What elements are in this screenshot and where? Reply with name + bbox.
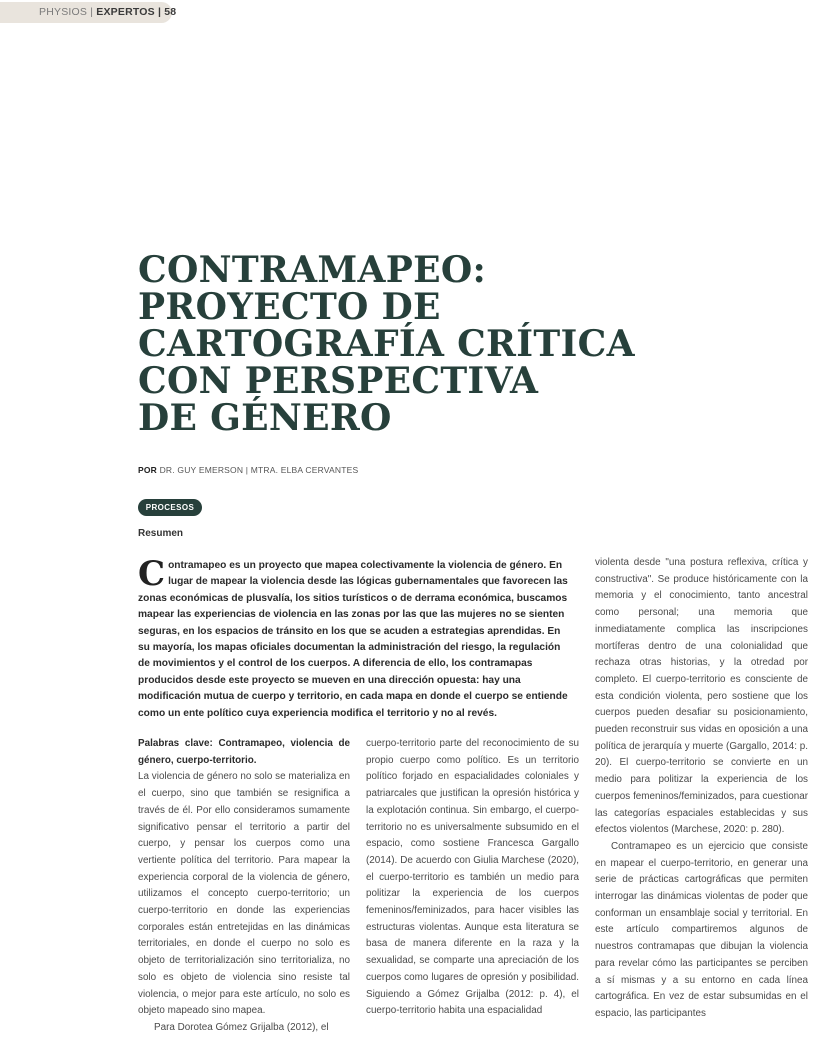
running-header xyxy=(0,2,177,23)
body-column-3 xyxy=(595,555,808,1023)
paragraph: La violencia de género no solo se materializa en el cuerpo, sino que también se resignifica a través de él. Por ello consideramos sumamente significativo pensar el territorio a partir del cuerpo, y pensar los cuerpos como una vertiente política del territorio. Para mapear la experiencia corporal de la violencia de género, utilizamos el concepto cuerpo-territorio; un cuerpo-territorio en donde las experiencias corporales están entretejidas en las dinámicas territoriales, en donde el cuerpo no solo es objeto de territorialización sino territorializa, no solo es objeto de violencia sino resiste tal violencia, o mejor para este artículo, no solo es objeto mapeado sino mapea. xyxy=(138,771,350,1017)
title-line: CARTOGRAFÍA CRÍTICA xyxy=(138,323,635,365)
body-column-2 xyxy=(366,736,579,1020)
title-line: DE GÉNERO xyxy=(138,397,392,439)
title-line: PROYECTO DE xyxy=(138,286,441,328)
byline xyxy=(138,465,358,475)
resumen-label: Resumen xyxy=(138,528,184,539)
body-column-1 xyxy=(138,736,350,1037)
abstract xyxy=(138,554,573,722)
paragraph: cuerpo-territorio parte del reconocimiento de su propio cuerpo como político. Es un territorio político forjado en espacialidades coloniales y patriarcales que justifican la opresión histórica y la explotación continua. Sin embargo, el cuerpo-territorio no es universalmente subsumido en el espacio, como sostiene Francesca Gargallo (2014). De acuerdo con Giulia Marchese (2020), el cuerpo-territorio es también un medio para politizar la experiencia de los cuerpos femeninos/feminizados, para hacer visibles las estructuras violentas. Aunque esta literatura se basa de manera diferente en la raza y la sexualidad, se comparte una apreciación de los cuerpos como lugares de opresión y posibilidad. Siguiendo a Gómez Grijalba (2012: p. 4), el cuerpo-territorio habita una espacialidad xyxy=(366,738,579,1017)
byline-authors: DR. GUY EMERSON | MTRA. ELBA CERVANTES xyxy=(159,465,359,475)
section-badge: PROCESOS xyxy=(138,499,202,516)
header-section: PHYSIOS | xyxy=(39,6,94,18)
keywords: Palabras clave: Contramapeo, violencia de género, cuerpo-territorio. xyxy=(138,738,350,766)
paragraph: Para Dorotea Gómez Grijalba (2012), el xyxy=(154,1021,329,1033)
drop-cap: C xyxy=(138,554,166,594)
header-subsection: EXPERTOS xyxy=(96,6,155,18)
paragraph: violenta desde "una postura reflexiva, crítica y constructiva". Se produce históricamente con la memoria y el conocimiento, tanto ancestral como personal; una memoria que inmediatamente complica las inscripciones mortíferas dentro de una colonialidad que rechaza otras historias, y la otredad por completo. El cuerpo-territorio es consciente de esta condición violenta, pero sostiene que los cuerpos pueden desafiar su posicionamiento, pueden reconstruir sus vidas en oposición a una política de jerarquía y muerte (Gargallo, 2014: p. 20). El cuerpo-territorio se convierte en un medio para politizar la experiencia de los cuerpos femeninos/feminizados, para cuestionar las categorías espaciales establecidas y sus efectos violentos (Marchese, 2020: p. 280). xyxy=(595,557,808,836)
paragraph: Contramapeo es un ejercicio que consiste en mapear el cuerpo-territorio, en generar una serie de prácticas cartográficas que permiten interrogar las dinámicas violentas de poder que conforman un ensamblaje social y territorial. En este artículo compartiremos algunos de nuestros contramapas que dibujan la violencia para revelar cómo las participantes se perciben a sí mismas y a su entorno en cada línea cartográfica. En vez de estar subsumidas en el espacio, las participantes xyxy=(595,840,808,1019)
title-line: CON PERSPECTIVA xyxy=(138,360,539,402)
title-line: CONTRAMAPEO: xyxy=(138,249,487,291)
header-page-number: | 58 xyxy=(157,6,177,18)
abstract-text: ontramapeo es un proyecto que mapea colectivamente la violencia de género. En lugar de mapear la violencia desde las lógicas gubernamentales que favorecen las zonas económicas de plusvalía, los sitios turísticos o de derrama económica, buscamos mapear las experiencias de violencia en las zonas por las que las mujeres no se sienten seguras, en los espacios de tránsito en los que se acuden a estrategias aprendidas. En su mayoría, los mapas oficiales documentan la administración del riesgo, la regulación de movimientos y el control de los cuerpos. A diferencia de ello, los contramapas producidos desde este proyecto se mueven en una dirección opuesta: hay una modificación mutua de cuerpo y territorio, en cada mapa en donde el cuerpo se entiende como un ente político cuya experiencia modifica el territorio y no al revés. xyxy=(138,560,568,719)
article-title xyxy=(138,249,635,439)
byline-por: POR xyxy=(138,465,158,475)
